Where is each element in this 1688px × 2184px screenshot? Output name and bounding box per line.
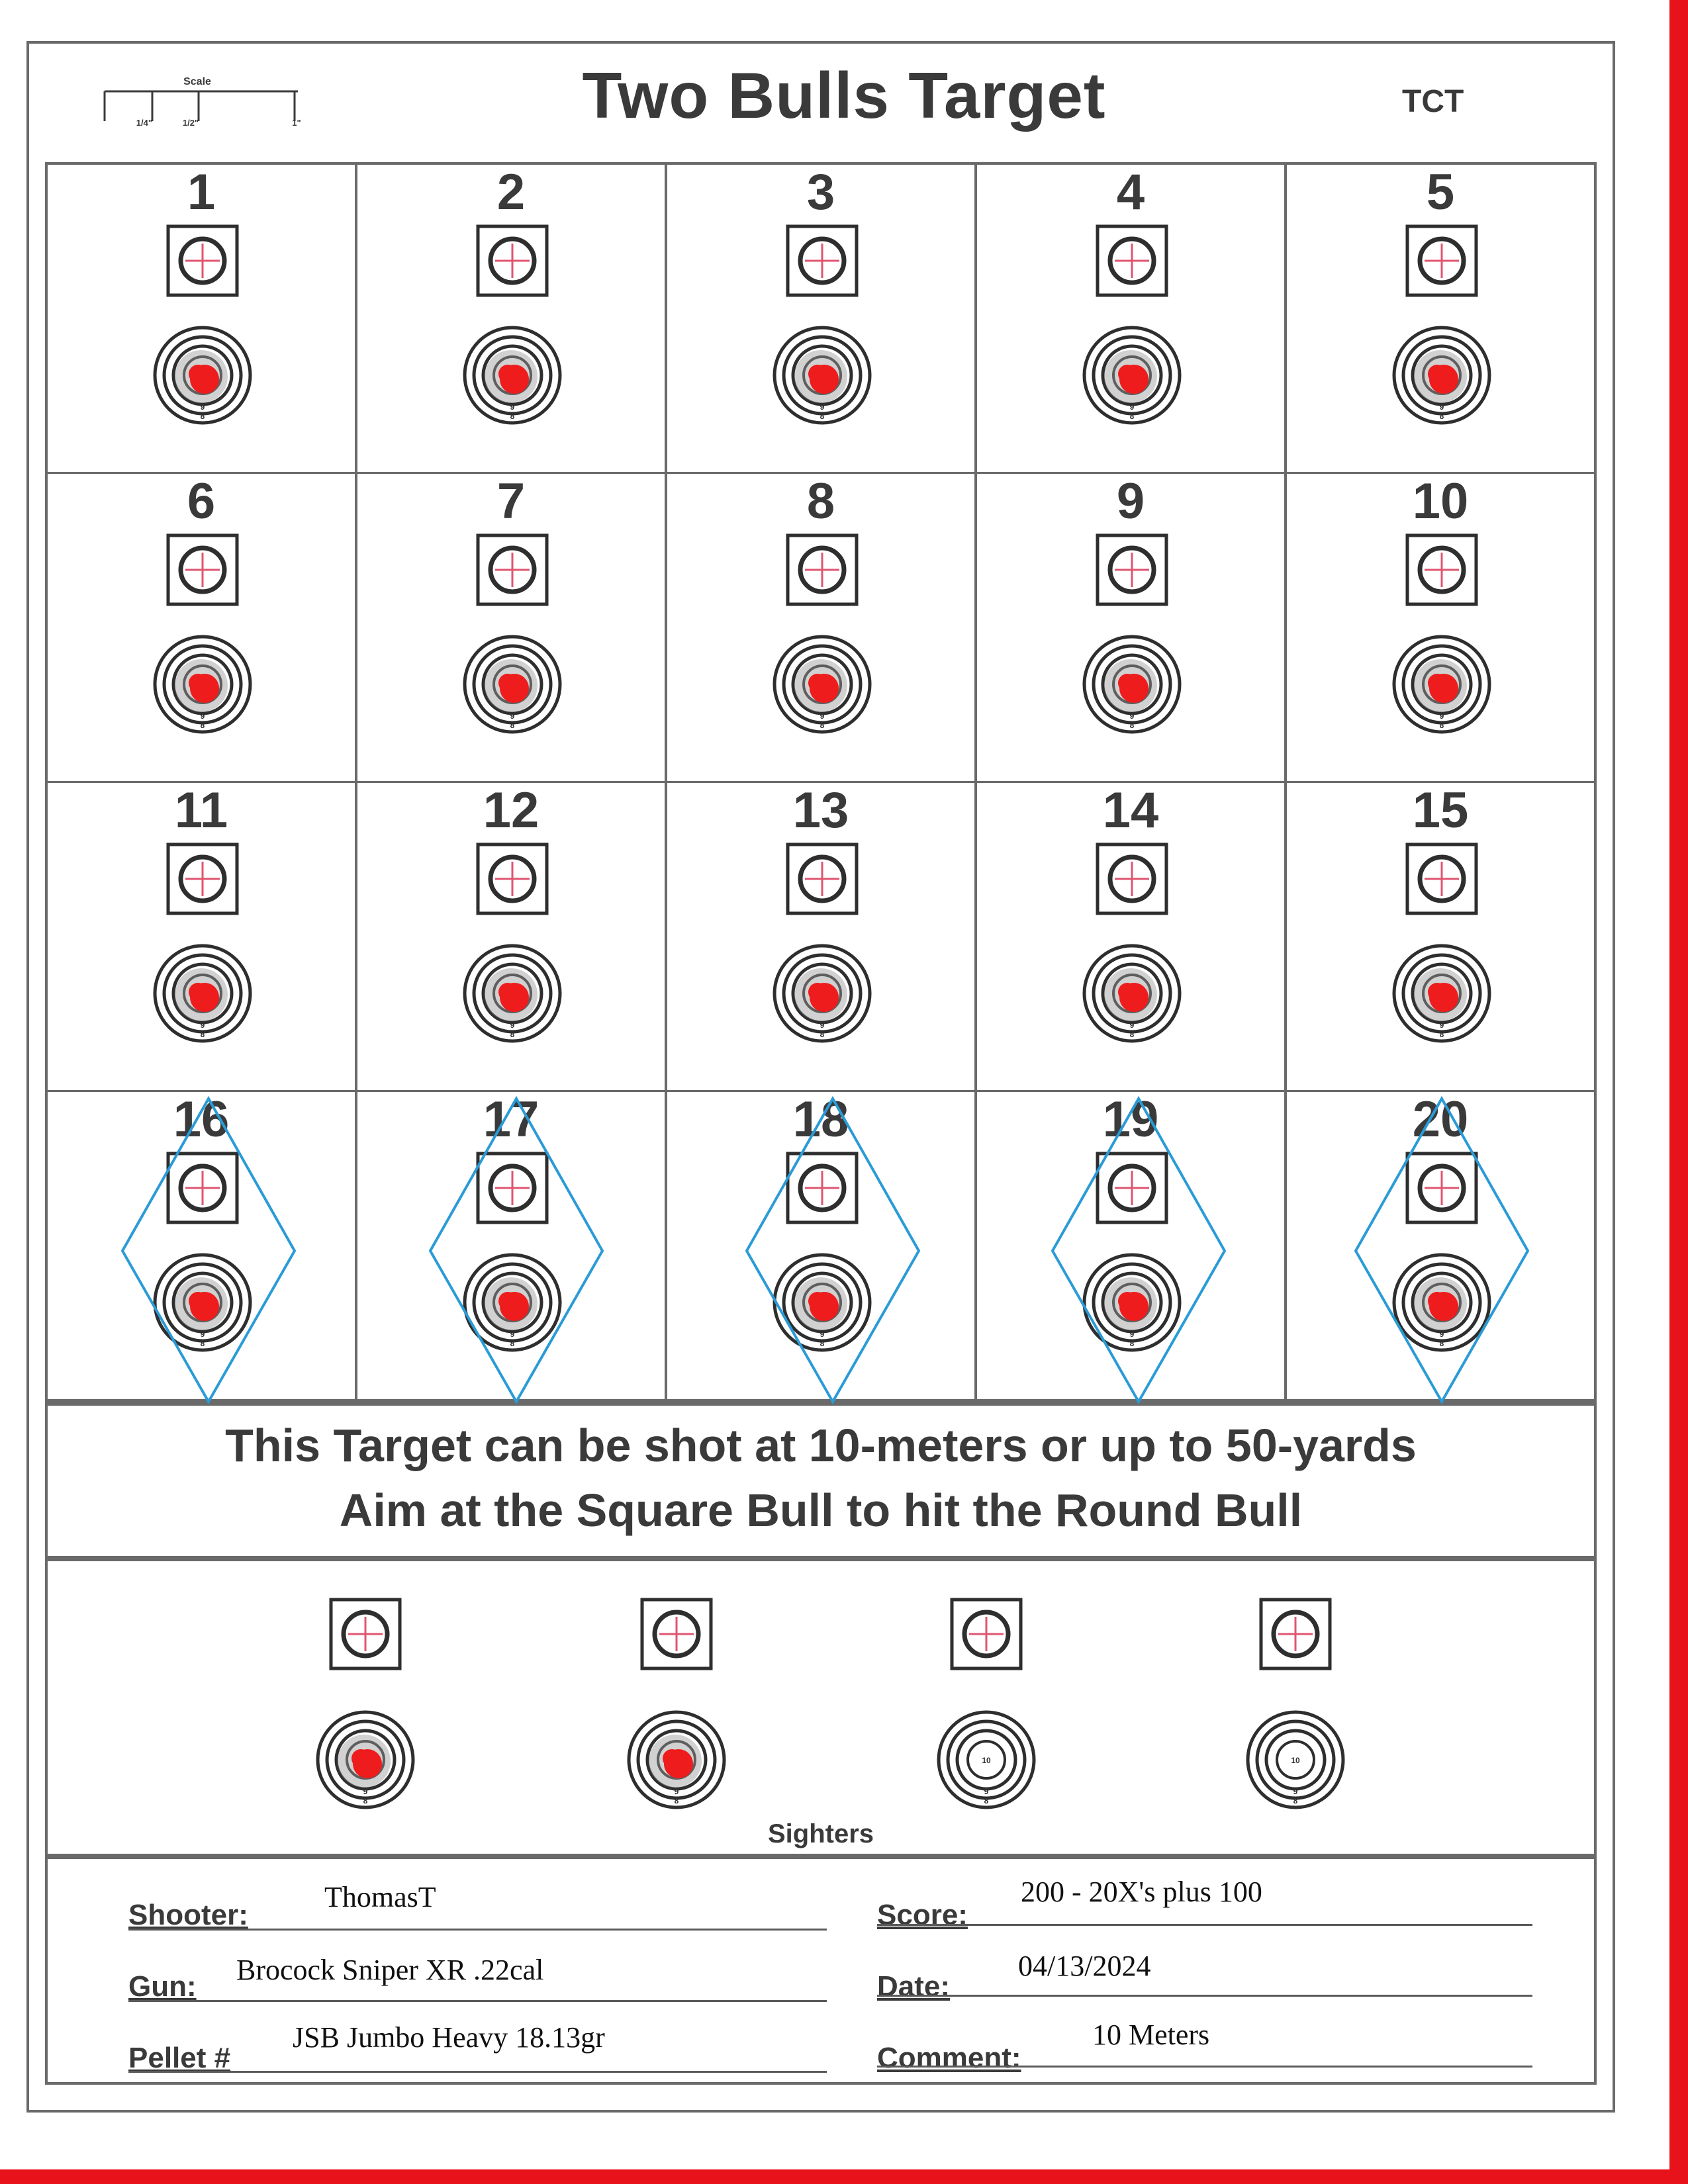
ring-label-9: 9: [510, 1330, 515, 1339]
date-value: 04/13/2024: [1018, 1950, 1151, 1982]
ring-label-9: 9: [1129, 1330, 1135, 1339]
ring-label-9: 9: [1129, 711, 1135, 721]
ring-label-9: 9: [1439, 1021, 1444, 1030]
sighter-ring-label-9: 9: [984, 1787, 989, 1796]
diamond-mark: [430, 1099, 602, 1402]
target-number: 20: [1412, 1091, 1469, 1148]
sighter-ring-label-10: 10: [1291, 1756, 1300, 1765]
sighter-ring-label-10: 10: [982, 1756, 991, 1765]
target-number: 17: [483, 1091, 539, 1148]
target-number: 18: [792, 1091, 849, 1148]
ring-label-9: 9: [1439, 1330, 1444, 1339]
shooter-value: ThomasT: [324, 1881, 436, 1913]
target-number: 2: [496, 164, 526, 220]
ring-label-8: 8: [820, 1339, 825, 1348]
comment-value: 10 Meters: [1092, 2019, 1210, 2051]
ring-label-9: 9: [820, 711, 825, 721]
ring-label-8: 8: [1439, 721, 1444, 730]
ring-label-9: 9: [1129, 402, 1135, 412]
target-number: 3: [806, 164, 835, 220]
sighter-ring-label-8: 8: [363, 1796, 368, 1805]
target-number: 4: [1116, 164, 1145, 220]
ring-label-8: 8: [1439, 1339, 1444, 1348]
pellet-value: JSB Jumbo Heavy 18.13gr: [293, 2021, 605, 2054]
page-title: Two Bulls Target: [582, 59, 1106, 132]
ring-label-8: 8: [1129, 1030, 1135, 1039]
ring-label-8: 8: [200, 721, 205, 730]
ring-label-9: 9: [510, 711, 515, 721]
ring-label-8: 8: [200, 412, 205, 421]
ring-label-8: 8: [200, 1339, 205, 1348]
pellet-label: Pellet #: [128, 2042, 231, 2074]
target-number: 11: [174, 782, 228, 839]
ring-label-8: 8: [820, 721, 825, 730]
ring-label-8: 8: [1439, 1030, 1444, 1039]
diamond-mark: [122, 1099, 295, 1402]
instruction-line-1: This Target can be shot at 10-meters or up to 50-yards: [225, 1420, 1417, 1471]
ring-label-8: 8: [1439, 412, 1444, 421]
sighters-label: Sighters: [767, 1819, 874, 1848]
ring-label-9: 9: [1439, 711, 1444, 721]
sighter-ring-label-8: 8: [1293, 1796, 1298, 1805]
ring-label-8: 8: [1129, 412, 1135, 421]
comment-label: Comment:: [877, 2042, 1021, 2074]
score-value: 200 - 20X's plus 100: [1021, 1876, 1262, 1908]
gun-label: Gun:: [128, 1970, 197, 2003]
ring-label-8: 8: [1129, 1339, 1135, 1348]
sighter-ring-label-8: 8: [984, 1796, 989, 1805]
ring-label-8: 8: [1129, 721, 1135, 730]
ring-label-9: 9: [820, 402, 825, 412]
gun-value: Brocock Sniper XR .22cal: [236, 1954, 544, 1986]
target-number: 13: [792, 782, 849, 839]
ring-label-8: 8: [510, 1339, 515, 1348]
diamond-mark: [1053, 1099, 1225, 1402]
ring-label-9: 9: [510, 1021, 515, 1030]
ring-label-8: 8: [510, 412, 515, 421]
date-label: Date:: [877, 1970, 951, 2003]
score-label: Score:: [877, 1899, 968, 1931]
sighter-ring-label-9: 9: [1293, 1787, 1298, 1796]
target-number: 19: [1102, 1091, 1159, 1148]
ring-label-9: 9: [200, 1330, 205, 1339]
target-number: 12: [483, 782, 539, 839]
scale-tick-inch: 1": [292, 118, 301, 128]
diamond-mark: [1356, 1099, 1528, 1402]
ring-label-8: 8: [200, 1030, 205, 1039]
ring-label-9: 9: [1439, 402, 1444, 412]
diamond-mark: [747, 1099, 919, 1402]
target-number: 5: [1426, 164, 1455, 220]
sighter-ring-label-9: 9: [674, 1787, 679, 1796]
target-number: 14: [1102, 782, 1159, 839]
target-number: 7: [496, 473, 526, 529]
ring-label-9: 9: [1129, 1021, 1135, 1030]
ring-label-9: 9: [820, 1021, 825, 1030]
sighter-ring-label-8: 8: [674, 1796, 679, 1805]
ring-label-9: 9: [200, 402, 205, 412]
target-number: 8: [806, 473, 835, 529]
corner-tag: TCT: [1402, 84, 1464, 119]
target-number: 9: [1116, 473, 1145, 529]
ring-label-9: 9: [510, 402, 515, 412]
target-number: 6: [187, 473, 216, 529]
scale-label: Scale: [183, 76, 211, 87]
ring-label-8: 8: [510, 1030, 515, 1039]
shooter-label: Shooter:: [128, 1899, 248, 1931]
target-number: 1: [187, 164, 216, 220]
target-number: 16: [173, 1091, 230, 1148]
target-number: 10: [1412, 473, 1469, 529]
sighter-ring-label-9: 9: [363, 1787, 368, 1796]
target-number: 15: [1412, 782, 1469, 839]
instruction-line-2: Aim at the Square Bull to hit the Round Bull: [339, 1484, 1303, 1536]
ring-label-9: 9: [820, 1330, 825, 1339]
ring-label-9: 9: [200, 1021, 205, 1030]
scale-tick-quarter: 1/4": [136, 118, 152, 128]
ring-label-8: 8: [820, 1030, 825, 1039]
ring-label-9: 9: [200, 711, 205, 721]
ring-label-8: 8: [820, 412, 825, 421]
scale-tick-half: 1/2": [182, 118, 199, 128]
ring-label-8: 8: [510, 721, 515, 730]
